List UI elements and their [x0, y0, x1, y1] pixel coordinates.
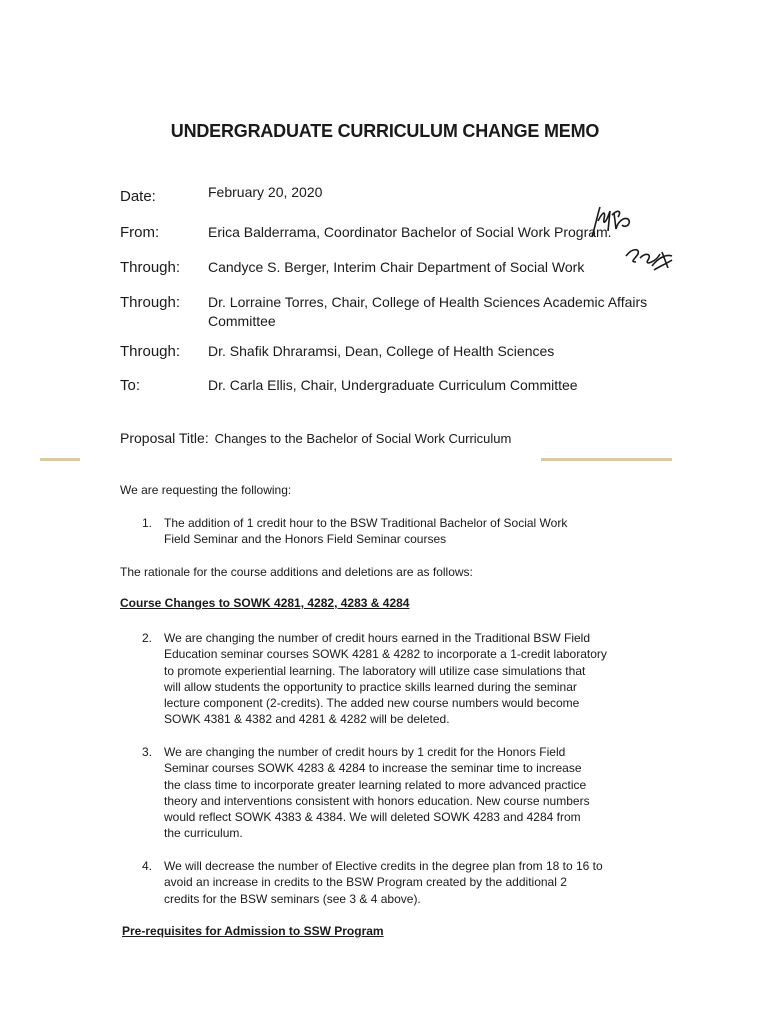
memo-title: UNDERGRADUATE CURRICULUM CHANGE MEMO	[170, 121, 600, 141]
through-label-1: Through:	[120, 259, 181, 276]
date-label: Date:	[120, 188, 156, 205]
course-changes-heading: Course Changes to SOWK 4281, 4282, 4283 & 4284	[120, 596, 410, 610]
through-label-2: Through:	[120, 294, 181, 311]
list-line: to promote experiential learning. The laboratory will utilize case simulations that	[164, 663, 586, 678]
list-item	[142, 630, 607, 727]
to-label: To:	[120, 377, 141, 394]
rationale-text: The rationale for the course additions and deletions are as follows:	[120, 565, 473, 579]
list-line: We will decrease the number of Elective credits in the degree plan from 18 to 16 to	[164, 859, 603, 873]
to-value: Dr. Carla Ellis, Chair, Undergraduate Curriculum Committee	[208, 377, 578, 393]
list-item	[142, 858, 603, 906]
list-line: SOWK 4381 & 4382 and 4281 & 4282 will be deleted.	[164, 712, 450, 727]
through-label-3: Through:	[120, 343, 181, 360]
list-number: 4.	[142, 859, 153, 873]
list-item	[142, 744, 590, 841]
list-line: theory and interventions consistent with honors education. New course numbers	[164, 793, 590, 808]
list-line: Seminar courses SOWK 4283 & 4284 to increase the seminar time to increase	[164, 761, 582, 776]
divider-right	[541, 458, 672, 461]
list-line: lecture component (2-credits). The added new course numbers would become	[164, 696, 580, 711]
date-value: February 20, 2020	[208, 184, 323, 200]
proposal-title	[120, 430, 511, 446]
list-line: will allow students the opportunity to practice skills learned during the seminar	[164, 679, 577, 694]
list-line: The addition of 1 credit hour to the BSW Traditional Bachelor of Social Work	[164, 516, 568, 530]
list-number: 1.	[142, 516, 153, 530]
through-value-3: Dr. Shafik Dhraramsi, Dean, College of Health Sciences	[208, 343, 555, 359]
initials-signature-icon	[588, 203, 636, 241]
from-label: From:	[120, 224, 160, 241]
list-line: We are changing the number of credit hours by 1 credit for the Honors Field	[164, 745, 566, 759]
divider-left	[40, 458, 80, 461]
list-line: avoid an increase in credits to the BSW Program created by the additional 2	[164, 875, 567, 890]
list-line: credits for the BSW seminars (see 3 & 4 above).	[164, 891, 421, 906]
list-number: 2.	[142, 631, 153, 645]
list-line: the class time to incorporate greater learning related to more advanced practice	[164, 777, 587, 792]
proposal-value: Changes to the Bachelor of Social Work Curriculum	[214, 431, 512, 446]
list-line: We are changing the number of credit hours earned in the Traditional BSW Field	[164, 631, 591, 645]
list-line: the curriculum.	[164, 826, 243, 841]
initials-signature-icon	[622, 244, 676, 274]
list-line: would reflect SOWK 4383 & 4384. We will deleted SOWK 4283 and 4284 from	[164, 810, 581, 825]
prerequisites-heading: Pre-requisites for Admission to SSW Program	[122, 924, 384, 938]
proposal-label: Proposal Title:	[120, 430, 209, 446]
list-item	[142, 515, 568, 547]
list-line: Field Seminar and the Honors Field Seminar courses	[164, 532, 447, 547]
through-value-2-line2: Committee	[208, 313, 276, 329]
list-number: 3.	[142, 745, 153, 759]
list-line: Education seminar courses SOWK 4281 & 4282 to incorporate a 1-credit laboratory	[164, 647, 607, 662]
intro-text: We are requesting the following:	[120, 483, 292, 497]
through-value-1: Candyce S. Berger, Interim Chair Department of Social Work	[208, 259, 585, 275]
from-value: Erica Balderrama, Coordinator Bachelor of Social Work Program.	[208, 224, 612, 240]
through-value-2: Dr. Lorraine Torres, Chair, College of Health Sciences Academic Affairs	[208, 294, 648, 310]
